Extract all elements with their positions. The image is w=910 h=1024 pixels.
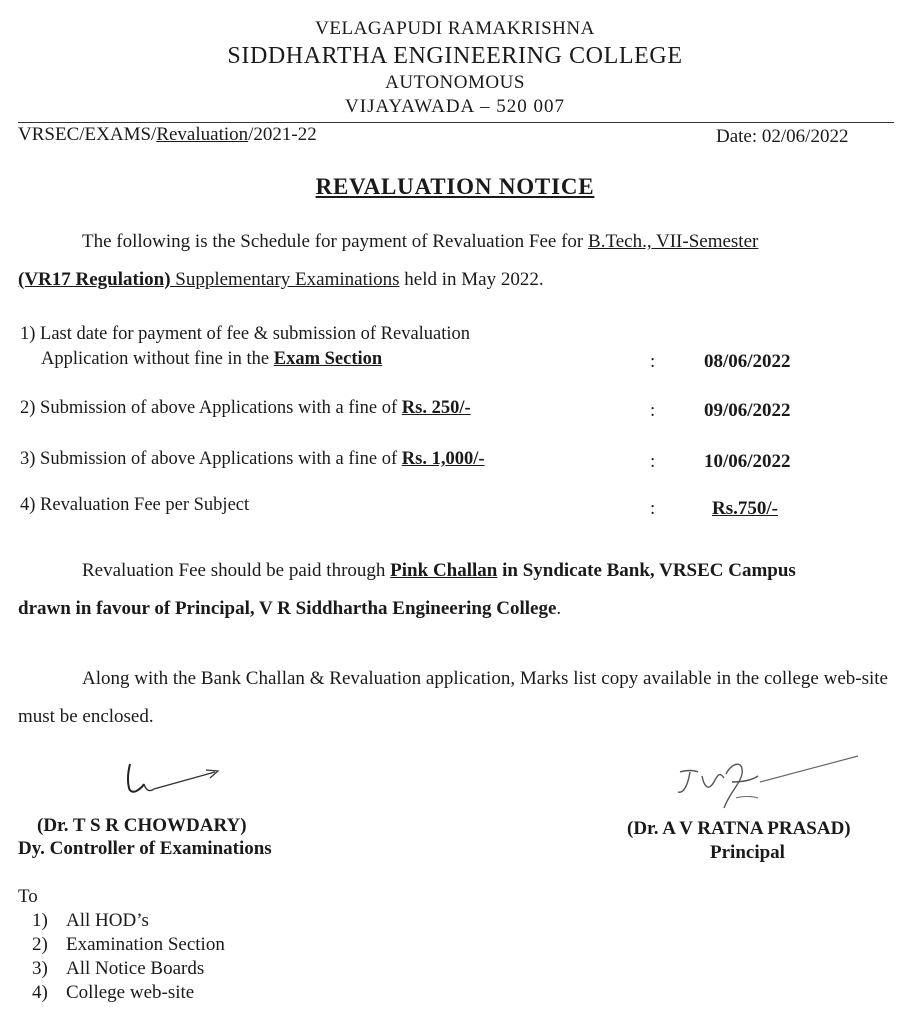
schedule-item-1-line2 [41, 349, 382, 370]
intro-part1: The following is the Schedule for payment of Revaluation Fee for [82, 231, 589, 252]
payment-part3: drawn in favour of Principal, V R Siddhartha Engineering College [18, 598, 557, 619]
schedule-item-4-fee: Rs.750/- [712, 498, 778, 519]
distribution-item-3: 3) All Notice Boards [32, 958, 205, 979]
distribution-item-4: 4) College web-site [32, 982, 195, 1003]
schedule-item-2-emph: Rs. 250/- [401, 398, 471, 418]
schedule-item-1-colon: : [650, 351, 656, 372]
controller-title: Dy. Controller of Examinations [18, 838, 272, 859]
principal-name: (Dr. A V RATNA PRASAD) [627, 818, 851, 839]
payment-challan: Pink Challan [390, 560, 498, 581]
payment-end: . [556, 598, 562, 619]
payment-part2: in Syndicate Bank, VRSEC Campus [497, 560, 796, 581]
reference-suffix: /2021-22 [248, 124, 317, 145]
schedule-item-1-line1: 1) Last date for payment of fee & submission of Revaluation [20, 324, 471, 344]
schedule-item-2-colon: : [650, 400, 656, 421]
reference-underlined: Revaluation [156, 124, 249, 145]
principal-signature [672, 752, 867, 822]
distribution-item-2: 2) Examination Section [32, 934, 225, 955]
reference-number [18, 124, 317, 146]
schedule-item-2-date: 09/06/2022 [704, 400, 791, 421]
intro-part2: held in May 2022. [399, 269, 544, 290]
principal-title: Principal [710, 842, 785, 863]
intro-regulation: (VR17 Regulation) [18, 269, 171, 290]
reference-prefix: VRSEC/EXAMS/ [18, 124, 157, 145]
notice-title: REVALUATION NOTICE [315, 174, 595, 199]
distribution-to: To [18, 886, 38, 907]
intro-course: B.Tech., VII-Semester [588, 231, 759, 252]
schedule-item-3 [20, 449, 485, 470]
schedule-item-3-colon: : [650, 451, 656, 472]
schedule-item-4: 4) Revaluation Fee per Subject [20, 495, 250, 515]
schedule-item-1-text: Application without fine in the [41, 349, 274, 369]
schedule-item-3-text: 3) Submission of above Applications with a fine of [20, 449, 402, 469]
controller-signature [110, 758, 230, 810]
schedule-item-1-date: 08/06/2022 [704, 351, 791, 372]
header-divider [18, 122, 894, 123]
college-status: AUTONOMOUS [385, 72, 525, 93]
intro-paragraph [18, 223, 888, 299]
schedule-item-3-date: 10/06/2022 [704, 451, 791, 472]
enclosure-paragraph: Along with the Bank Challan & Revaluation application, Marks list copy available in the college web-site must be enclosed. [18, 668, 888, 727]
payment-part1: Revaluation Fee should be paid through [82, 560, 391, 581]
schedule-item-4-colon: : [650, 498, 656, 519]
controller-name: (Dr. T S R CHOWDARY) [37, 815, 247, 836]
college-name-line2: SIDDHARTHA ENGINEERING COLLEGE [227, 43, 683, 69]
distribution-item-1: 1) All HOD’s [32, 910, 149, 931]
college-address: VIJAYAWADA – 520 007 [345, 96, 565, 117]
schedule-item-2-text: 2) Submission of above Applications with a fine of [20, 398, 402, 418]
schedule-item-1-emph: Exam Section [273, 349, 383, 369]
intro-exam: Supplementary Examinations [170, 269, 400, 290]
schedule-item-3-emph: Rs. 1,000/- [401, 449, 485, 469]
notice-date: Date: 02/06/2022 [716, 126, 849, 147]
schedule-item-2 [20, 398, 471, 419]
payment-paragraph [18, 552, 888, 628]
college-name-line1: VELAGAPUDI RAMAKRISHNA [315, 18, 595, 39]
